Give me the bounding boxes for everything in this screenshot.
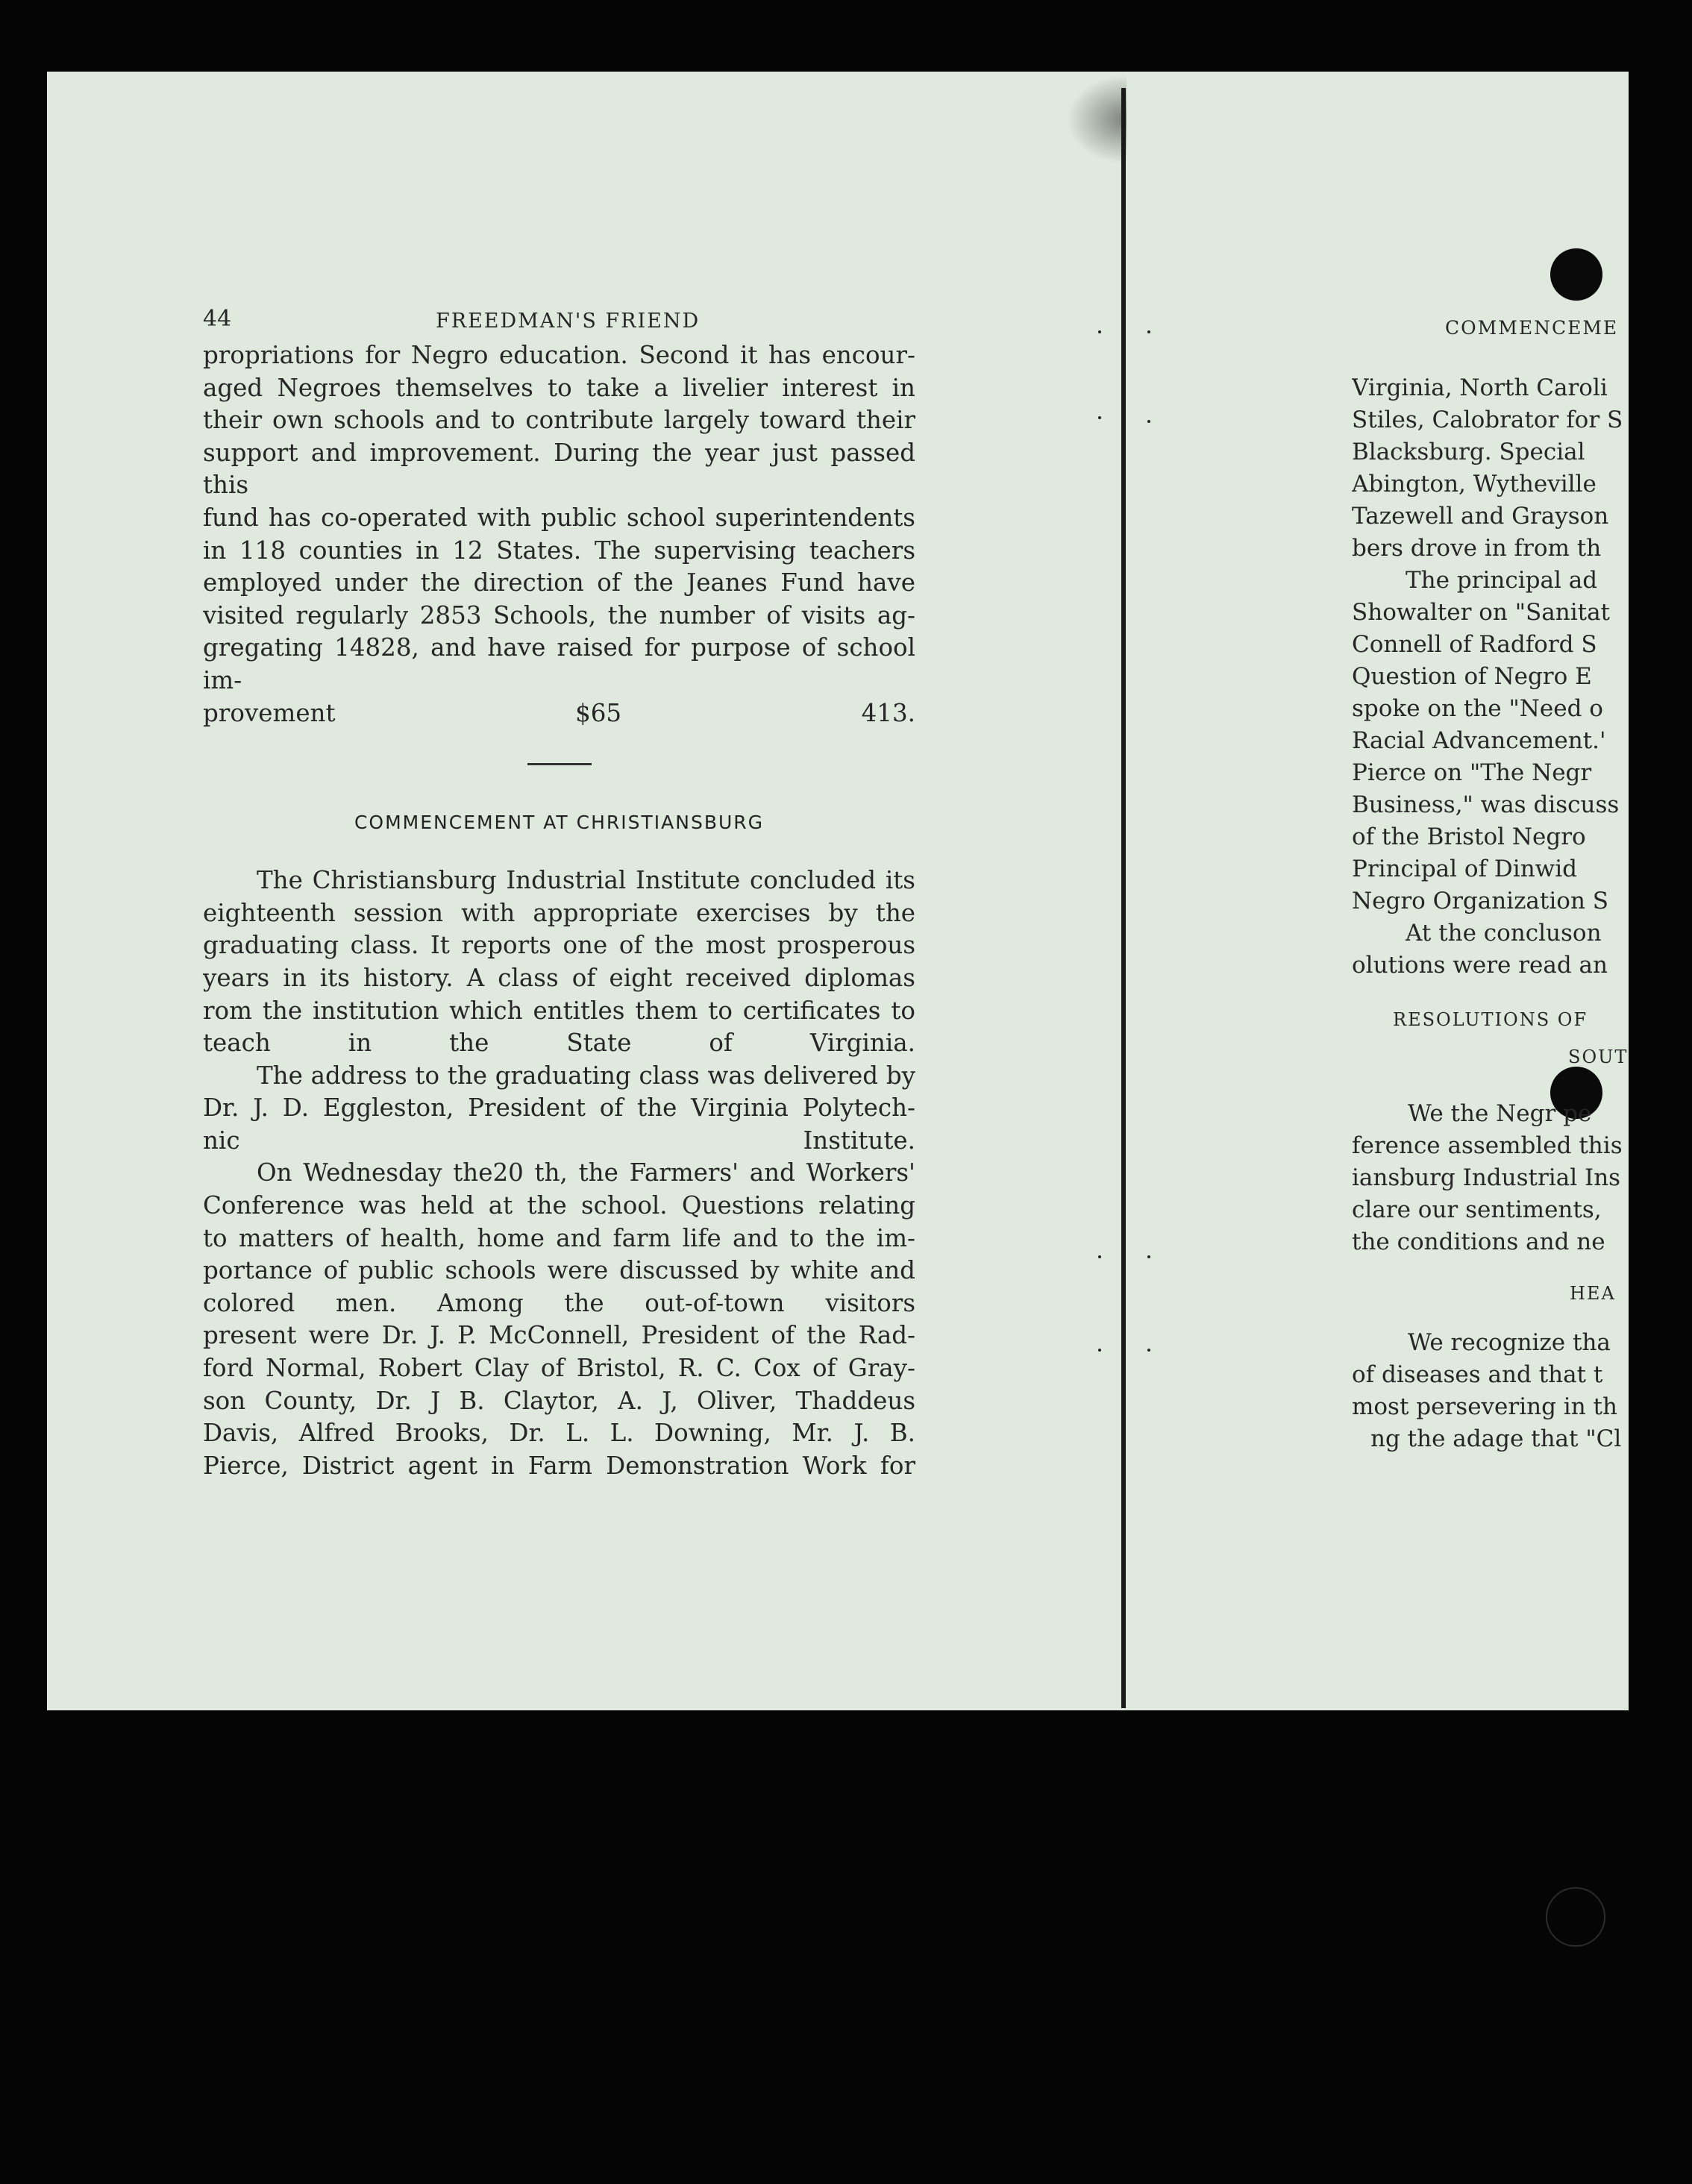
text-line: Business," was discuss: [1352, 791, 1620, 818]
text-line: to matters of health, home and farm life and to the im-: [203, 1223, 915, 1252]
text-line: Showalter on "Sanitat: [1352, 599, 1611, 626]
text-line: support and improvement. During the year just passed this: [203, 438, 915, 500]
text-line: Racial Advancement.': [1352, 727, 1606, 754]
text-line: present were Dr. J. P. McConnell, President of the Rad-: [203, 1321, 915, 1350]
text-line: years in its history. A class of eight received diplomas: [203, 963, 915, 992]
text-line: visited regularly 2853 Schools, the number of visits ag-: [203, 600, 915, 630]
margin-mark: [1098, 1255, 1101, 1258]
text-line: colored men. Among the out-of-town visitors: [203, 1288, 915, 1317]
text-line: Principal of Dinwid: [1352, 856, 1577, 882]
text-line: nic Institute.: [203, 1126, 915, 1155]
text-line: spoke on the "Need o: [1352, 695, 1603, 722]
margin-mark: [1147, 1255, 1150, 1258]
resolutions-subheading: SOUT: [1568, 1046, 1629, 1067]
text-line: fund has co-operated with public school superintendents: [203, 503, 915, 532]
health-heading: HEA: [1570, 1283, 1616, 1304]
text-line: At the concluson: [1406, 920, 1602, 947]
page-gutter: [1121, 88, 1126, 1708]
text-line: propriations for Negro education. Second it has encour-: [203, 341, 915, 369]
page-number: 44: [203, 306, 232, 332]
top-black-bar: [47, 46, 1629, 72]
text-line: graduating class. It reports one of the most prosperous: [203, 931, 915, 960]
text-line: in 118 counties in 12 States. The supervising teachers: [203, 536, 915, 565]
text-line: most persevering in th: [1352, 1393, 1617, 1420]
text-line: gregating 14828, and have raised for purpose of school im-: [203, 633, 915, 694]
text-line: Virginia, North Caroli: [1352, 374, 1608, 401]
gutter-shadow: [1067, 75, 1127, 164]
text-line: employed under the direction of the Jeanes Fund have: [203, 568, 915, 597]
margin-mark: [1098, 1349, 1101, 1352]
text-line: Blacksburg. Special: [1352, 439, 1585, 465]
right-page: [1352, 317, 1635, 1734]
paragraph-jeanes-fund: [203, 339, 915, 729]
text-line: their own schools and to contribute largely toward their: [203, 406, 915, 435]
margin-mark: [1147, 1349, 1150, 1352]
resolutions-heading: RESOLUTIONS OF: [1393, 1009, 1588, 1030]
section-title: COMMENCEMENT AT CHRISTIANSBURG: [354, 812, 765, 834]
margin-mark: [1098, 330, 1101, 333]
text-line: provement $65 413.: [203, 698, 915, 727]
text-line: rom the institution which entitles them to certificates to: [203, 996, 915, 1025]
text-line: Question of Negro E: [1352, 663, 1592, 690]
text-line: Pierce on "The Negr: [1352, 759, 1592, 786]
text-line: The Christiansburg Industrial Institute concluded its: [257, 866, 915, 895]
bottom-black-area: [47, 1710, 1664, 2128]
right-running-head: COMMENCEME: [1445, 317, 1619, 339]
text-line: Davis, Alfred Brooks, Dr. L. L. Downing, Mr. J. B.: [203, 1419, 915, 1448]
margin-mark: [1147, 420, 1150, 423]
paragraph-institute: [203, 865, 915, 1060]
text-line: bers drove in from th: [1352, 535, 1602, 562]
text-line: Negro Organization S: [1352, 888, 1608, 914]
journal-title: FREEDMAN'S FRIEND: [436, 310, 701, 333]
text-line: ng the adage that "Cl: [1370, 1425, 1622, 1452]
text-line: teach in the State of Virginia.: [203, 1029, 915, 1058]
left-page: [203, 302, 915, 1482]
text-line: Connell of Radford S: [1352, 631, 1597, 658]
section-divider: [527, 763, 592, 765]
text-line: of the Bristol Negro: [1352, 823, 1586, 850]
text-line: Dr. J. D. Eggleston, President of the Virginia Polytech-: [203, 1093, 915, 1123]
punch-hole-top: [1550, 248, 1602, 301]
text-line: of diseases and that t: [1352, 1361, 1603, 1388]
text-line: On Wednesday the20 th, the Farmers' and Workers': [257, 1158, 915, 1187]
text-line: ference assembled this: [1352, 1132, 1623, 1159]
text-line: the conditions and ne: [1352, 1228, 1605, 1255]
paragraph-address: [203, 1060, 915, 1158]
text-line: son County, Dr. J B. Claytor, A. J, Oliver, Thaddeus: [203, 1386, 915, 1415]
text-line: Conference was held at the school. Questions relating: [203, 1191, 915, 1220]
text-line: iansburg Industrial Ins: [1352, 1164, 1621, 1191]
punch-hole-ghost: [1546, 1887, 1605, 1947]
text-line: portance of public schools were discussed by white and: [203, 1256, 915, 1285]
text-line: Pierce, District agent in Farm Demonstration Work for: [203, 1451, 915, 1480]
text-line: We the Negr pe: [1408, 1100, 1592, 1127]
text-line: eighteenth session with appropriate exercises by the: [203, 898, 915, 927]
margin-mark: [1147, 330, 1150, 333]
text-line: olutions were read an: [1352, 952, 1608, 979]
running-head: [203, 302, 915, 339]
text-line: aged Negroes themselves to take a livelier interest in: [203, 373, 915, 402]
text-line: Abington, Wytheville: [1352, 471, 1597, 498]
text-line: clare our sentiments,: [1352, 1196, 1602, 1223]
text-line: Stiles, Calobrator for S: [1352, 407, 1623, 433]
text-line: Tazewell and Grayson: [1352, 503, 1609, 530]
text-line: The address to the graduating class was delivered by: [257, 1061, 915, 1090]
paragraph-conference: [203, 1157, 915, 1482]
margin-mark: [1098, 416, 1101, 419]
text-line: The principal ad: [1406, 567, 1598, 594]
text-line: ford Normal, Robert Clay of Bristol, R. C. Cox of Gray-: [203, 1354, 915, 1383]
text-line: We recognize tha: [1408, 1329, 1611, 1356]
